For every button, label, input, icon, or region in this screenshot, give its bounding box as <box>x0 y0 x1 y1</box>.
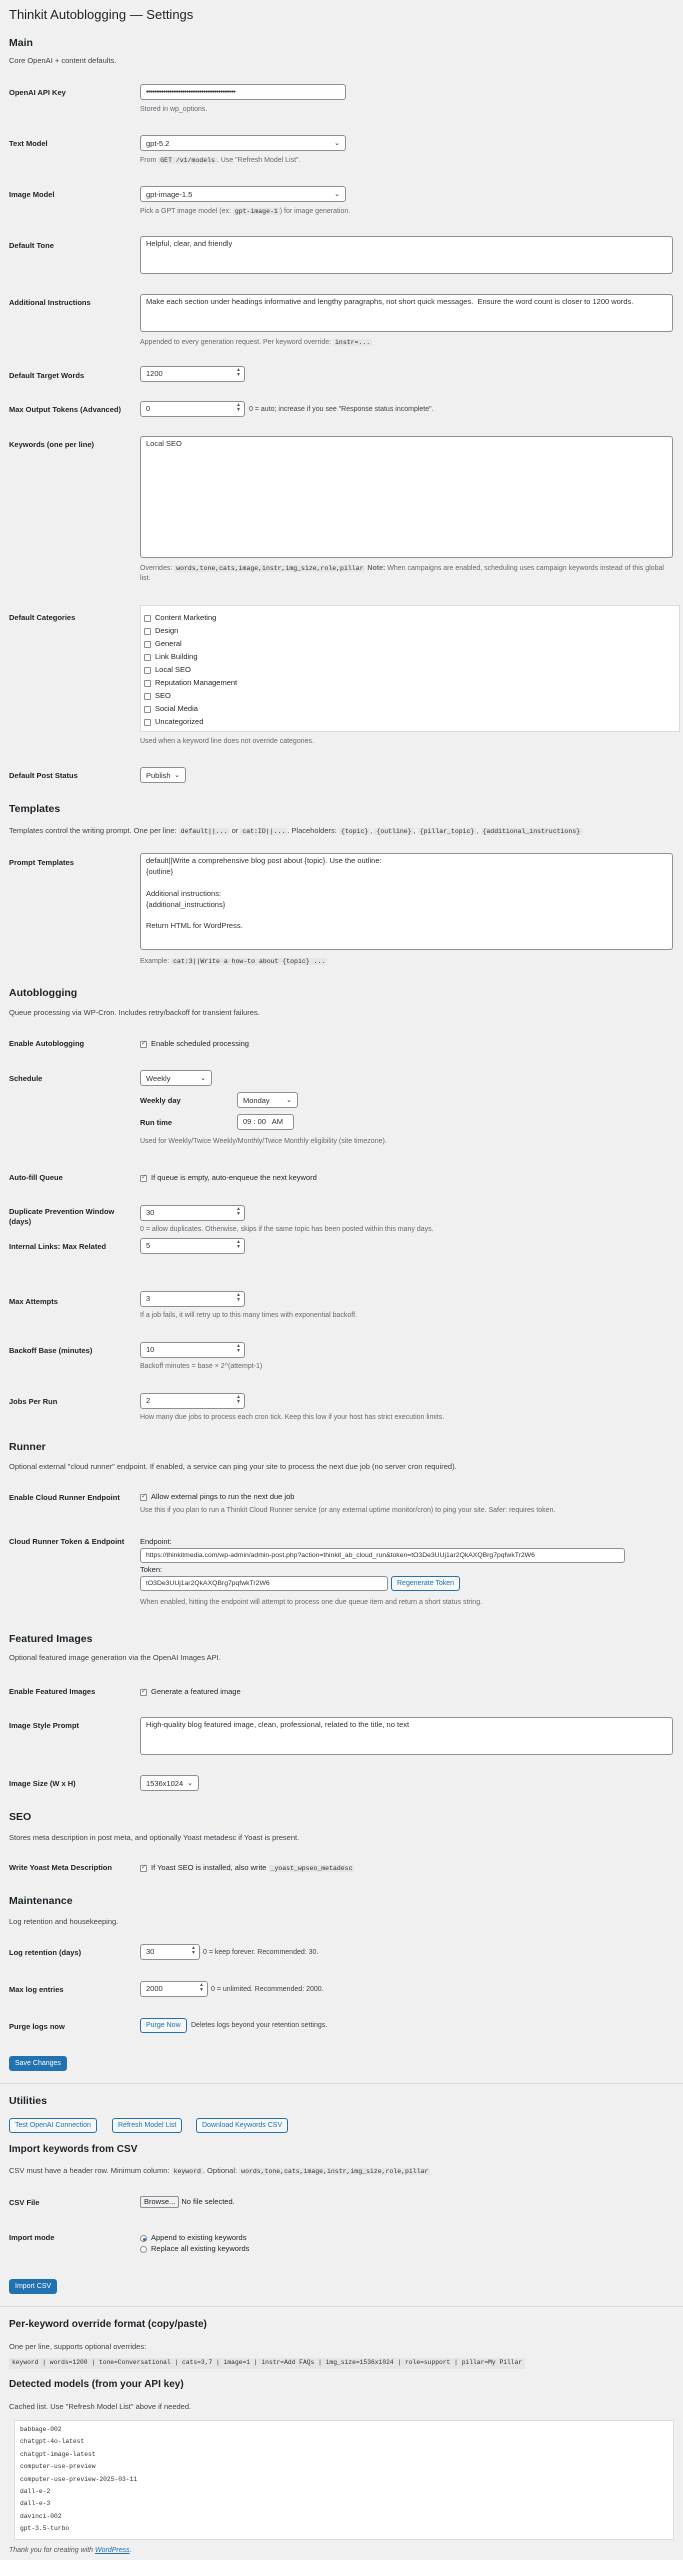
csv-file-input[interactable] <box>140 2196 235 2208</box>
enable-autoblogging-text: Enable scheduled processing <box>151 1039 249 1048</box>
prompt-templates-label: Prompt Templates <box>9 858 74 867</box>
backoff-note: Backoff minutes = base × 2^(attempt-1) <box>140 1363 263 1370</box>
featured-images-text: Generate a featured image <box>151 1687 241 1696</box>
section-seo-desc: Stores meta description in post meta, and optionally Yoast metadesc if Yoast is present. <box>9 1833 300 1842</box>
save-changes-button[interactable]: Save Changes <box>9 2056 67 2071</box>
section-autoblogging-heading: Autoblogging <box>9 987 78 999</box>
detected-models-desc: Cached list. Use "Refresh Model List" above if needed. <box>9 2402 192 2411</box>
yoast-text: If Yoast SEO is installed, also write _yoast_wpseo_metadesc <box>151 1863 353 1872</box>
post-status-label: Default Post Status <box>9 771 78 780</box>
refresh-models-button[interactable]: Refresh Model List <box>112 2118 182 2133</box>
category-label: Content Marketing <box>155 613 217 622</box>
instructions-label: Additional Instructions <box>9 298 91 307</box>
max-log-input[interactable]: 2000 ▲ ▼ <box>140 1981 208 1997</box>
keywords-label: Keywords (one per line) <box>9 440 95 449</box>
tone-textarea[interactable]: Helpful, clear, and friendly <box>140 236 673 274</box>
section-runner-heading: Runner <box>9 1441 46 1453</box>
jobs-per-run-input[interactable]: 2 ▲ ▼ <box>140 1393 245 1409</box>
max-tokens-label: Max Output Tokens (Advanced) <box>9 405 121 414</box>
endpoint-input[interactable]: https://thinkitmedia.com/wp-admin/admin-post.php?action=thinkit_ab_cloud_run&token=tO3De3UUj1ar2QkAXQBrg7pqfwkTr2W6 <box>140 1548 625 1563</box>
categories-note: Used when a keyword line does not override categories. <box>140 738 314 745</box>
section-runner-desc: Optional external "cloud runner" endpoint. If enabled, a service can ping your site to process the next due job (no server cron required). <box>9 1462 457 1471</box>
log-retention-label: Log retention (days) <box>9 1948 82 1957</box>
stepper-icon: ▲ ▼ <box>236 367 241 378</box>
chevron-down-icon: ⌄ <box>334 140 340 147</box>
import-mode-label: Import mode <box>9 2233 55 2242</box>
category-label: Social Media <box>155 704 198 713</box>
divider <box>0 2083 683 2084</box>
purge-logs-label: Purge logs now <box>9 2022 65 2031</box>
section-featured-heading: Featured Images <box>9 1633 93 1645</box>
download-keywords-button[interactable]: Download Keywords CSV <box>196 2118 288 2133</box>
weekly-day-value: Monday <box>243 1096 270 1105</box>
category-label: SEO <box>155 691 171 700</box>
instructions-note: Appended to every generation request. Per keyword override: instr=... <box>140 339 371 346</box>
duplicate-window-input[interactable]: 30 ▲ ▼ <box>140 1205 245 1221</box>
post-status-value: Publish <box>146 771 171 780</box>
purge-now-button[interactable]: Purge Now <box>140 2018 187 2033</box>
api-key-label: OpenAI API Key <box>9 88 66 97</box>
api-key-note: Stored in wp_options. <box>140 106 208 113</box>
image-model-value: gpt-image-1.5 <box>146 190 193 199</box>
stepper-icon: ▲ ▼ <box>236 1206 241 1217</box>
category-checkbox[interactable] <box>144 693 151 700</box>
cloud-runner-label: Enable Cloud Runner Endpoint <box>9 1493 120 1502</box>
max-tokens-input[interactable]: 0 ▲ ▼ <box>140 401 245 417</box>
categories-box <box>140 605 680 732</box>
category-label: Design <box>155 626 179 635</box>
category-checkbox[interactable] <box>144 680 151 687</box>
model-item: davinci-002 <box>20 2512 62 2520</box>
chevron-down-icon: ⌄ <box>200 1075 206 1082</box>
regenerate-token-button[interactable]: Regenerate Token <box>391 1576 460 1591</box>
run-time-input[interactable]: 09 : 00 AM <box>237 1114 294 1130</box>
category-checkbox[interactable] <box>144 628 151 635</box>
image-size-value: 1536x1024 <box>146 1779 184 1788</box>
duplicate-window-note: 0 = allow duplicates. Otherwise, skips if the same topic has been posted within this many days. <box>140 1226 434 1233</box>
schedule-value: Weekly <box>146 1074 171 1083</box>
autofill-text: If queue is empty, auto-enqueue the next keyword <box>151 1173 317 1182</box>
stepper-icon: ▲ ▼ <box>191 1945 196 1956</box>
section-maintenance-desc: Log retention and housekeeping. <box>9 1917 119 1926</box>
no-file-text: No file selected. <box>181 2197 235 2206</box>
section-templates-desc: Templates control the writing prompt. One per line: default||... or cat:ID||... . Placeholders: {topic} , {outline} , {pillar_topic} , {additional_instructions} <box>9 826 581 835</box>
target-words-input[interactable]: 1200 ▲ ▼ <box>140 366 245 382</box>
max-log-note: 0 = unlimited. Recommended: 2000. <box>211 1986 324 1993</box>
stepper-icon: ▲ ▼ <box>236 1239 241 1250</box>
target-words-label: Default Target Words <box>9 371 85 380</box>
schedule-note: Used for Weekly/Twice Weekly/Monthly/Twice Monthly eligibility (site timezone). <box>140 1138 387 1145</box>
weekly-day-label: Weekly day <box>140 1096 181 1105</box>
autofill-checkbox[interactable] <box>140 1175 147 1182</box>
divider <box>0 2306 683 2307</box>
chevron-down-icon: ⌄ <box>334 191 340 198</box>
endpoint-label: Endpoint: <box>140 1537 172 1546</box>
append-radio[interactable] <box>140 2235 147 2242</box>
text-model-label: Text Model <box>9 139 48 148</box>
stepper-icon: ▲ ▼ <box>236 1292 241 1303</box>
model-item: dall-e-2 <box>20 2487 51 2495</box>
categories-label: Default Categories <box>9 613 76 622</box>
section-main-heading: Main <box>9 37 33 49</box>
section-templates-heading: Templates <box>9 803 61 815</box>
override-format-desc: One per line, supports optional overrides: <box>9 2342 147 2351</box>
max-log-label: Max log entries <box>9 1985 64 1994</box>
max-tokens-note: 0 = auto; increase if you see "Response status incomplete". <box>249 406 434 413</box>
schedule-label: Schedule <box>9 1074 43 1083</box>
category-checkbox[interactable] <box>144 654 151 661</box>
cloud-runner-checkbox[interactable] <box>140 1494 147 1501</box>
category-checkbox[interactable] <box>144 667 151 674</box>
weekly-day-select[interactable] <box>237 1092 298 1108</box>
append-radio-label: Append to existing keywords <box>151 2233 247 2242</box>
stepper-icon: ▲ ▼ <box>199 1982 204 1993</box>
chevron-down-icon: ⌄ <box>187 1780 193 1787</box>
category-label: Link Building <box>155 652 198 661</box>
model-item: chatgpt-4o-latest <box>20 2438 85 2446</box>
max-attempts-label: Max Attempts <box>9 1297 58 1306</box>
purge-note: Deletes logs beyond your retention settings. <box>191 2022 328 2029</box>
text-model-note: From GET /v1/models . Use "Refresh Model List". <box>140 157 301 164</box>
override-format-heading: Per-keyword override format (copy/paste) <box>9 2319 207 2330</box>
max-attempts-input[interactable]: 3 ▲ ▼ <box>140 1291 245 1307</box>
category-checkbox[interactable] <box>144 615 151 622</box>
instructions-textarea[interactable]: Make each section under headings informative and lengthy paragraphs, not short quick messages. Ensure the word count is closer to 1200 words. <box>140 294 673 332</box>
section-maintenance-heading: Maintenance <box>9 1895 73 1907</box>
jobs-per-run-label: Jobs Per Run <box>9 1397 58 1406</box>
test-connection-button[interactable]: Test OpenAI Connection <box>9 2118 97 2133</box>
run-time-label: Run time <box>140 1118 173 1127</box>
category-label: Reputation Management <box>155 678 238 687</box>
duplicate-window-label: Duplicate Prevention Window (days) <box>9 1207 115 1226</box>
model-item: gpt-3.5-turbo <box>20 2525 70 2533</box>
override-format-code: keyword | words=1200 | tone=Conversational | cats=3,7 | image=1 | instr=Add FAQs | img_size=1536x1024 | role=support | pillar=My Pillar <box>9 2358 525 2369</box>
replace-radio[interactable] <box>140 2246 147 2253</box>
token-note: When enabled, hitting the endpoint will attempt to process one due queue item and return a short status string. <box>140 1599 483 1606</box>
cloud-runner-note: Use this if you plan to run a Thinkit Cloud Runner service (or any external uptime monitor/cron) to ping your site. Safer: requires token. <box>140 1507 556 1514</box>
autofill-label: Auto-fill Queue <box>9 1173 63 1182</box>
model-item: computer-use-preview-2025-03-11 <box>20 2475 138 2483</box>
enable-autoblogging-label: Enable Autoblogging <box>9 1039 85 1048</box>
max-attempts-note: If a job fails, it will retry up to this many times with exponential backoff. <box>140 1312 357 1319</box>
category-checkbox[interactable] <box>144 706 151 713</box>
wordpress-link[interactable]: WordPress <box>95 2547 130 2554</box>
tone-label: Default Tone <box>9 241 54 250</box>
stepper-icon: ▲ ▼ <box>236 1343 241 1354</box>
category-label: General <box>155 639 182 648</box>
token-endpoint-label: Cloud Runner Token & Endpoint <box>9 1537 125 1546</box>
import-csv-heading: Import keywords from CSV <box>9 2144 138 2155</box>
chevron-down-icon: ⌄ <box>174 772 180 779</box>
text-model-select[interactable] <box>140 135 346 151</box>
section-autoblogging-desc: Queue processing via WP-Cron. Includes retry/backoff for transient failures. <box>9 1008 260 1017</box>
detected-models-list[interactable] <box>14 2420 674 2540</box>
keywords-textarea[interactable]: Local SEO <box>140 436 673 558</box>
token-label: Token: <box>140 1565 163 1574</box>
image-style-label: Image Style Prompt <box>9 1721 80 1730</box>
image-size-select[interactable] <box>140 1775 199 1791</box>
browse-button[interactable]: Browse... <box>140 2196 179 2208</box>
prompt-templates-textarea[interactable]: default||Write a comprehensive blog post about {topic}. Use the outline: {outline} Additional instructions: {additional_instructions} Return HTML for WordPress. <box>140 853 673 950</box>
text-model-value: gpt-5.2 <box>146 139 170 148</box>
footer-text: Thank you for creating with WordPress. <box>9 2547 132 2554</box>
keywords-note: Overrides: words,tone,cats,image,instr,img_size,role,pillar Note: When campaigns are enabled, scheduling uses campaign keywords instead of this global list. <box>140 565 664 582</box>
model-item: babbage-002 <box>20 2426 62 2433</box>
log-retention-note: 0 = keep forever. Recommended: 30. <box>203 1949 319 1956</box>
csv-file-label: CSV File <box>9 2198 40 2207</box>
stepper-icon: ▲ ▼ <box>236 402 241 413</box>
section-main-desc: Core OpenAI + content defaults. <box>9 56 117 65</box>
image-model-select[interactable] <box>140 186 346 202</box>
section-utilities-heading: Utilities <box>9 2095 47 2107</box>
model-item: chatgpt-image-latest <box>20 2450 96 2458</box>
internal-links-label: Internal Links: Max Related <box>9 1242 107 1251</box>
section-featured-desc: Optional featured image generation via the OpenAI Images API. <box>9 1653 221 1662</box>
model-item: computer-use-preview <box>20 2463 96 2471</box>
category-label: Uncategorized <box>155 717 204 726</box>
import-csv-desc: CSV must have a header row. Minimum column: keyword . Optional: words,tone,cats,image,instr,img_size,role,pillar <box>9 2166 429 2175</box>
featured-images-checkbox[interactable] <box>140 1689 147 1696</box>
section-seo-heading: SEO <box>9 1811 32 1823</box>
model-item: dall-e-3 <box>20 2500 51 2508</box>
detected-models-heading: Detected models (from your API key) <box>9 2379 184 2390</box>
category-checkbox[interactable] <box>144 719 151 726</box>
enable-autoblogging-checkbox[interactable] <box>140 1041 147 1048</box>
yoast-checkbox[interactable] <box>140 1865 147 1872</box>
category-label: Local SEO <box>155 665 191 674</box>
image-model-note: Pick a GPT image model (ex: gpt-image-1 ) for image generation. <box>140 208 351 215</box>
chevron-down-icon: ⌄ <box>286 1097 292 1104</box>
post-status-select[interactable] <box>140 767 186 783</box>
internal-links-input[interactable]: 5 ▲ ▼ <box>140 1238 245 1254</box>
log-retention-input[interactable]: 30 ▲ ▼ <box>140 1944 200 1960</box>
page-title: Thinkit Autoblogging — Settings <box>9 7 194 22</box>
yoast-label: Write Yoast Meta Description <box>9 1863 112 1872</box>
image-size-label: Image Size (W x H) <box>9 1779 76 1788</box>
image-style-textarea[interactable]: High-quality blog featured image, clean, professional, related to the title, no text <box>140 1717 673 1755</box>
token-input[interactable]: tO3De3UUj1ar2QkAXQBrg7pqfwkTr2W6 <box>140 1576 388 1591</box>
backoff-input[interactable]: 10 ▲ ▼ <box>140 1342 245 1358</box>
api-key-input[interactable]: •••••••••••••••••••••••••••••••••••••••••• <box>140 84 346 100</box>
jobs-per-run-note: How many due jobs to process each cron tick. Keep this low if your host has strict execution limits. <box>140 1414 445 1421</box>
image-model-label: Image Model <box>9 190 55 199</box>
schedule-select[interactable] <box>140 1070 212 1086</box>
prompt-templates-example: Example: cat:3||Write a how-to about {topic} ... <box>140 958 326 965</box>
replace-radio-label: Replace all existing keywords <box>151 2244 250 2253</box>
import-csv-button[interactable]: Import CSV <box>9 2279 57 2294</box>
cloud-runner-text: Allow external pings to run the next due job <box>151 1492 295 1501</box>
category-checkbox[interactable] <box>144 641 151 648</box>
stepper-icon: ▲ ▼ <box>236 1394 241 1405</box>
featured-images-label: Enable Featured Images <box>9 1687 96 1696</box>
backoff-label: Backoff Base (minutes) <box>9 1346 93 1355</box>
